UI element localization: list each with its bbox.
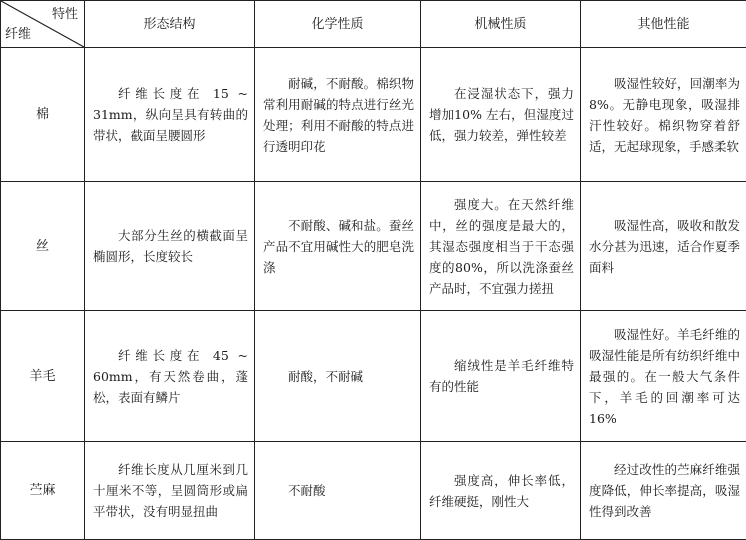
morphology-cell <box>85 442 255 540</box>
fiber-name-cell: 丝 <box>1 182 85 311</box>
morphology-cell <box>85 48 255 182</box>
chemical-cell <box>255 311 421 442</box>
morphology-text: 纤维长度在 15 ~ 31mm，纵向呈具有转曲的带状，截面呈腰圆形 <box>85 83 254 146</box>
morphology-cell <box>85 182 255 311</box>
chemical-cell <box>255 48 421 182</box>
other-cell <box>581 442 746 540</box>
diagonal-header-cell <box>1 1 85 48</box>
chemical-cell <box>255 182 421 311</box>
morphology-text: 纤维长度在 45 ~ 60mm，有天然卷曲，蓬松，表面有鳞片 <box>85 345 254 408</box>
mechanical-cell <box>421 442 581 540</box>
other-cell <box>581 182 746 311</box>
other-cell <box>581 311 746 442</box>
header-fiber-label: 纤维 <box>5 24 31 45</box>
header-other: 其他性能 <box>581 1 746 48</box>
table-row-wool <box>1 311 746 442</box>
fiber-name-cell: 苎麻 <box>1 442 85 540</box>
chemical-text: 耐碱，不耐酸。棉织物常利用耐碱的特点进行丝光处理；利用不耐酸的特点进行透明印花 <box>255 73 420 157</box>
mechanical-text: 在浸湿状态下，强力增加10% 左右，但湿度过低，强力较差，弹性较差 <box>421 83 580 146</box>
mechanical-cell <box>421 48 581 182</box>
mechanical-text: 缩绒性是羊毛纤维特有的性能 <box>421 355 580 397</box>
mechanical-text: 强度高，伸长率低，纤维硬挺，刚性大 <box>421 470 580 512</box>
table-row-ramie <box>1 442 746 540</box>
other-text: 吸湿性好。羊毛纤维的吸湿性能是所有纺织纤维中最强的。在一般大气条件下，羊毛的回潮率可达 16% <box>581 324 746 429</box>
chemical-text: 耐酸，不耐碱 <box>255 366 420 387</box>
mechanical-cell <box>421 311 581 442</box>
fiber-name-cell: 棉 <box>1 48 85 182</box>
other-cell <box>581 48 746 182</box>
other-text: 经过改性的苎麻纤维强度降低，伸长率提高，吸湿性得到改善 <box>581 459 746 522</box>
chemical-cell <box>255 442 421 540</box>
chemical-text: 不耐酸 <box>255 480 420 501</box>
table-row-cotton <box>1 48 746 182</box>
mechanical-cell <box>421 182 581 311</box>
header-chemical: 化学性质 <box>255 1 421 48</box>
other-text: 吸湿性高，吸收和散发水分甚为迅速，适合作夏季面料 <box>581 215 746 278</box>
table-header-row <box>1 1 746 48</box>
chemical-text: 不耐酸、碱和盐。蚕丝产品不宜用碱性大的肥皂洗涤 <box>255 215 420 278</box>
table-row-silk <box>1 182 746 311</box>
other-text: 吸湿性较好，回潮率为8%。无静电现象，吸湿排汗性较好。棉织物穿着舒适，无起球现象，手感柔软 <box>581 73 746 157</box>
morphology-text: 纤维长度从几厘米到几十厘米不等，呈圆筒形或扁平带状，没有明显扭曲 <box>85 459 254 522</box>
fiber-name-cell: 羊毛 <box>1 311 85 442</box>
header-mechanical: 机械性质 <box>421 1 581 48</box>
header-property-label: 特性 <box>52 4 78 25</box>
mechanical-text: 强度大。在天然纤维中，丝的强度是最大的，其湿态强度相当于干态强度的80%，所以洗涤蚕丝产品时，不宜强力搓扭 <box>421 194 580 299</box>
header-morphology: 形态结构 <box>85 1 255 48</box>
morphology-text: 大部分生丝的横截面呈椭圆形，长度较长 <box>85 225 254 267</box>
morphology-cell <box>85 311 255 442</box>
